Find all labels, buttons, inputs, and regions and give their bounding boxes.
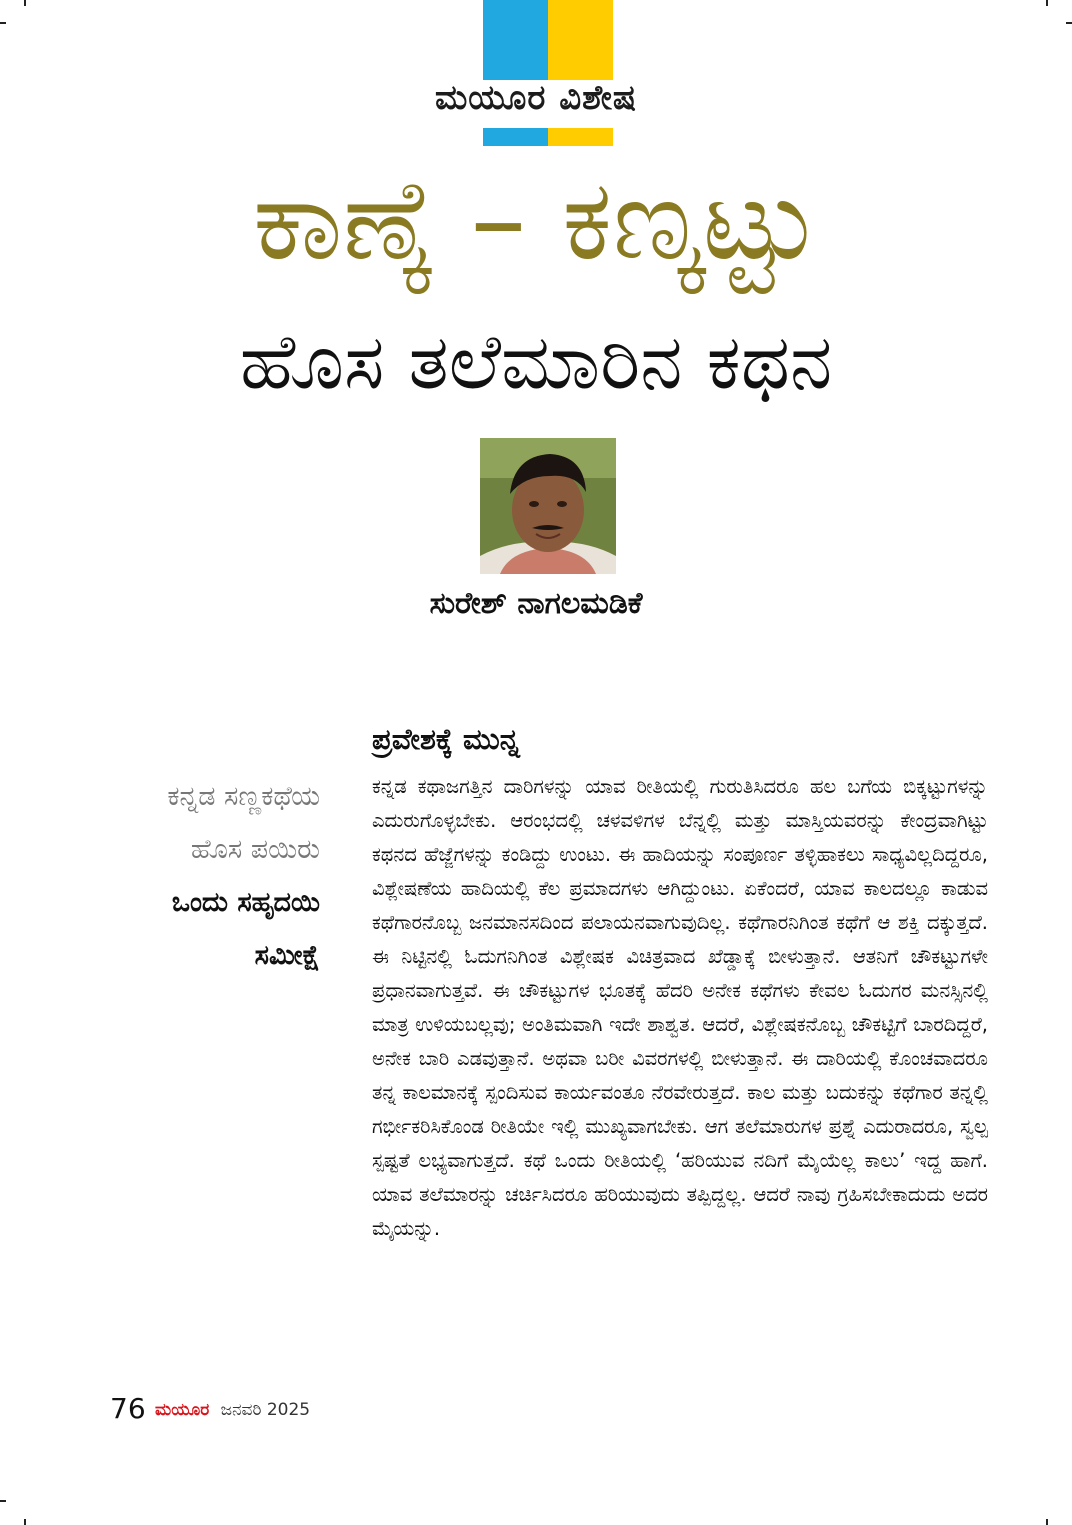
crop-mark-left-bottom (0, 1500, 6, 1502)
crop-mark-bottom-left (24, 1519, 26, 1525)
issue-date: ಜನವರಿ 2025 (220, 1400, 311, 1420)
crop-mark-top-left (24, 0, 26, 6)
magazine-logo: ಮಯೂರ (155, 1400, 210, 1420)
page-number: 76 (110, 1392, 146, 1425)
crop-mark-top-right (1046, 0, 1048, 6)
subheadline: ಹೊಸ ತಲೆಮಾರಿನ ಕಥನ (239, 317, 833, 406)
banner-blue-block (483, 0, 548, 80)
crop-mark-left-top (0, 22, 6, 24)
banner-yellow-block (548, 0, 613, 80)
crop-mark-right-top (1066, 22, 1072, 24)
section-label: ಮಯೂರ ವಿಶೇಷ (434, 78, 638, 118)
article-heading: ಪ್ರವೇಶಕ್ಕೆ ಮುನ್ನ (372, 722, 520, 756)
crop-mark-bottom-right (1046, 1519, 1048, 1525)
pull-quote-line: ಸಮೀಕ್ಷೆ (254, 940, 320, 971)
page-footer (110, 1392, 310, 1425)
pull-quote-line: ಹೊಸ ಪಯಿರು (190, 834, 320, 865)
pull-quote-line: ಒಂದು ಸಹೃದಯಿ (171, 887, 320, 918)
section-banner-bottom (483, 128, 613, 146)
banner-yellow-strip (548, 128, 613, 146)
section-banner-top (483, 0, 613, 80)
headline: ಕಾಣ್ಕೆ – ಕಣ್ಕಟ್ಟು (252, 155, 820, 285)
article-body: ಕನ್ನಡ ಕಥಾಜಗತ್ತಿನ ದಾರಿಗಳನ್ನು ಯಾವ ರೀತಿಯಲ್ಲಿ ಗುರುತಿಸಿದರೂ ಹಲ ಬಗೆಯ ಬಿಕ್ಕಟ್ಟುಗಳನ್ನು ಎದುರುಗೊಳ್ಳಬೇಕು. ಆರಂಭದಲ್ಲಿ ಚಳವಳಿಗಳ ಬೆನ್ನಲ್ಲಿ ಮತ್ತು ಮಾಸ್ತಿಯವರನ್ನು ಕೇಂದ್ರವಾಗಿಟ್ಟು ಕಥನದ ಹೆಜ್ಜೆಗಳನ್ನು ಕಂಡಿದ್ದು ಉಂಟು. ಈ ಹಾದಿಯನ್ನು ಸಂಪೂರ್ಣ ತಳ್ಳಿಹಾಕಲು ಸಾಧ್ಯವಿಲ್ಲದಿದ್ದರೂ, ವಿಶ್ಲೇಷಣೆಯ ಹಾದಿಯಲ್ಲಿ ಕೆಲ ಪ್ರಮಾದಗಳು ಆಗಿದ್ದುಂಟು. ಏಕೆಂದರೆ, ಯಾವ ಕಾಲದಲ್ಲೂ ಕಾಡುವ ಕಥೆಗಾರನೊಬ್ಬ ಜನಮಾನಸದಿಂದ ಪಲಾಯನವಾಗುವುದಿಲ್ಲ. ಕಥೆಗಾರನಿಗಿಂತ ಕಥೆಗೆ ಆ ಶಕ್ತಿ ದಕ್ಕುತ್ತದೆ. ಈ ನಿಟ್ಟಿನಲ್ಲಿ ಓದುಗನಿಗಿಂತ ವಿಶ್ಲೇಷಕ ವಿಚಿತ್ರವಾದ ಖೆಡ್ಡಾಕ್ಕೆ ಬೀಳುತ್ತಾನೆ. ಆತನಿಗೆ ಚೌಕಟ್ಟುಗಳೇ ಪ್ರಧಾನವಾಗುತ್ತವೆ. ಈ ಚೌಕಟ್ಟುಗಳ ಭೂತಕ್ಕೆ ಹೆದರಿ ಅನೇಕ ಕಥೆಗಳು ಕೇವಲ ಓದುಗರ ಮನಸ್ಸಿನಲ್ಲಿ ಮಾತ್ರ ಉಳಿಯಬಲ್ಲವು; ಅಂತಿಮವಾಗಿ ಇದೇ ಶಾಶ್ವತ. ಆದರೆ, ವಿಶ್ಲೇಷಕನೊಬ್ಬ ಚೌಕಟ್ಟಿಗೆ ಬಾರದಿದ್ದರೆ, ಅನೇಕ ಬಾರಿ ಎಡವುತ್ತಾನೆ. ಅಥವಾ ಬರೀ ವಿವರಗಳಲ್ಲಿ ಬೀಳುತ್ತಾನೆ. ಈ ದಾರಿಯಲ್ಲಿ ಕೊಂಚವಾದರೂ ತನ್ನ ಕಾಲಮಾನಕ್ಕೆ ಸ್ಪಂದಿಸುವ ಕಾರ್ಯವಂತೂ ನೆರವೇರುತ್ತದೆ. ಕಾಲ ಮತ್ತು ಬದುಕನ್ನು ಕಥೆಗಾರ ತನ್ನಲ್ಲಿ ಗರ್ಭೀಕರಿಸಿಕೊಂಡ ರೀತಿಯೇ ಇಲ್ಲಿ ಮುಖ್ಯವಾಗಬೇಕು. ಆಗ ತಲೆಮಾರುಗಳ ಪ್ರಶ್ನೆ ಎದುರಾದರೂ, ಸ್ವಲ್ಪ ಸ್ಪಷ್ಟತೆ ಲಭ್ಯವಾಗುತ್ತದೆ. ಕಥೆ ಒಂದು ರೀತಿಯಲ್ಲಿ ‘ಹರಿಯುವ ನದಿಗೆ ಮೈಯೆಲ್ಲ ಕಾಲು’ ಇದ್ದ ಹಾಗೆ. ಯಾವ ತಲೆಮಾರನ್ನು ಚರ್ಚಿಸಿದರೂ ಹರಿಯುವುದು ತಪ್ಪಿದ್ದಲ್ಲ. ಆದರೆ ನಾವು ಗ್ರಹಿಸಬೇಕಾದುದು ಅದರ ಮೈಯನ್ನು. (372, 775, 988, 1240)
author-photo (480, 438, 616, 574)
author-name: ಸುರೇಶ್ ನಾಗಲಮಡಿಕೆ (429, 586, 643, 621)
pull-quote (100, 770, 320, 982)
banner-blue-strip (483, 128, 548, 146)
pull-quote-line: ಕನ್ನಡ ಸಣ್ಣಕಥೆಯ (167, 781, 320, 812)
